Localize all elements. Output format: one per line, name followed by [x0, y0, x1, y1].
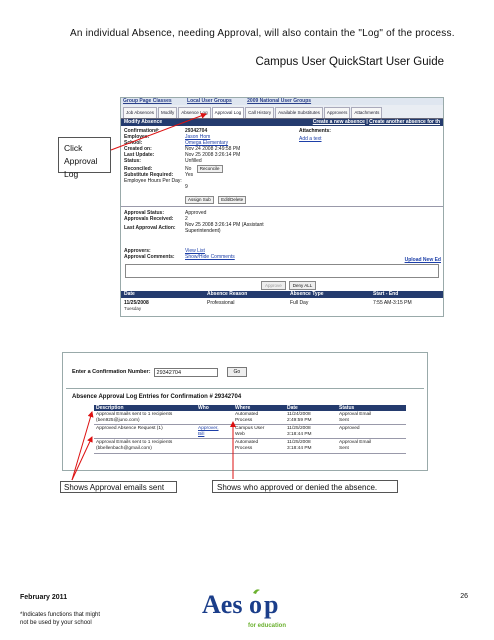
modify-absence-header: Modify Absence Create a new absence | Create another absence for th [121, 119, 443, 126]
updated-field: Last Update: Nov 25 2008 3:26:14 PM [124, 152, 241, 158]
svg-text:p: p [264, 590, 279, 619]
approval-comments-field: Approval Comments: Show/Hide Comments [124, 254, 235, 260]
employee-link[interactable]: Jason Hom [185, 134, 211, 140]
last-approval-label: Last Approval Action: [124, 225, 176, 231]
add-text-link[interactable]: Add a text [299, 136, 322, 142]
sub-required-field: Substitute Required: Yes [124, 172, 194, 178]
deny-all-button[interactable]: Deny ALL [289, 281, 317, 290]
reconciled-field: Reconciled: No Reconcile [124, 165, 226, 173]
arrow-to-approval-log-tab [111, 114, 206, 150]
aesop-logo-icon [200, 585, 290, 631]
aesop-logo [200, 585, 290, 631]
upload-new-link[interactable]: Upload New Ed [404, 257, 441, 263]
confirmation-field: Confirmation#: 29342704 [124, 128, 208, 134]
approver-callout: Shows who approved or denied the absence. [212, 480, 398, 493]
tab-approval-log[interactable]: Approval Log [212, 107, 245, 118]
log-row: Approval Emails sent to 1 recipients (ben925@juno.com) Automated Process 11/24/2008 2:49:59 PM Approval Email Sent [94, 411, 406, 425]
confirmation-input[interactable]: 29342704 [154, 368, 218, 377]
view-list-link[interactable]: View List [185, 248, 205, 254]
approval-status-field: Approval Status: Approved [124, 210, 207, 216]
footer-note: *Indicates functions that might not be used by your school [20, 612, 101, 626]
tab-job-absences[interactable]: Job Absences [123, 107, 157, 118]
create-another-absence-link[interactable]: Create another absence for th [369, 119, 440, 125]
status-field: Status: Unfilled [124, 158, 202, 164]
intro-text: An individual Absence, needing Approval, will also contain the "Log" of the process. [70, 28, 455, 39]
svg-text:for education: for education [248, 623, 287, 629]
employee-field: Employee: Jason Hom [124, 134, 211, 140]
tab-absence-log[interactable]: Absence Log [178, 107, 210, 118]
approvers-field: Approvers: View List [124, 248, 205, 254]
school-field: School: Omega Elementary [124, 140, 229, 146]
create-absence-link[interactable]: Create a new absence [312, 119, 365, 125]
attachments: Attachments: Add a text [299, 128, 331, 142]
confirmation-label: Enter a Confirmation Number: [72, 369, 151, 375]
created-field: Created on: Nov 24 2008 2:49:58 PM [124, 146, 241, 152]
go-button[interactable]: Go [227, 367, 248, 377]
log-header-row: Description Who Where Date Status [94, 405, 406, 411]
guide-title: Campus User QuickStart User Guide [255, 56, 444, 68]
tab-available-substitutes[interactable]: Available Substitutes [275, 107, 323, 118]
click-callout-line1: Click [64, 143, 83, 153]
log-title: Absence Approval Log Entries for Confirmation # 29342704 [72, 394, 242, 400]
assign-sub-button[interactable]: Assign Sub [185, 196, 214, 204]
tab-approvers[interactable]: Approvers [324, 107, 351, 118]
arrow-to-email-row-2 [72, 437, 92, 480]
svg-text:Aes: Aes [202, 590, 243, 619]
top-link[interactable]: Group Page Classes [123, 98, 172, 104]
detail-day: Tuesday [124, 306, 142, 311]
svg-text:o: o [249, 590, 262, 619]
top-link[interactable]: Local User Groups [187, 98, 232, 104]
click-callout-line2: Approval Log [64, 156, 98, 179]
approve-button[interactable]: Approve [261, 281, 286, 290]
approvals-received-field: Approvals Received: 2 [124, 216, 188, 222]
tab-call-history[interactable]: Call History [245, 107, 274, 118]
tab-attachments[interactable]: Attachments [351, 107, 382, 118]
arrow-to-email-row-1 [72, 412, 92, 480]
hours-label: Employee Hours Per Day: [124, 178, 182, 184]
footer-date: February 2011 [20, 594, 68, 601]
header-title: Modify Absence [124, 119, 163, 125]
edit-delete-button[interactable]: Edit/Delete [218, 196, 246, 204]
last-approval-value: Nov 25 2008 3:26:14 PM (Assistant Superintendent) [185, 222, 264, 235]
emails-callout: Shows Approval emails sent [60, 481, 177, 493]
show-hide-comments-link[interactable]: Show/Hide Comments [185, 254, 235, 260]
school-link[interactable]: Omega Elementary [185, 140, 229, 146]
reconcile-button[interactable]: Reconcile [197, 165, 223, 173]
log-row: Approved Absence Request (1) Approver, Bill Campus User Web 11/25/2008 3:18:44 PM Approved [94, 425, 406, 439]
log-row: Approval Emails sent to 1 recipients (bbellenbach@gmail.com) Automated Process 11/25/2008 3:18:44 PM Approval Email Sent [94, 439, 406, 453]
top-link[interactable]: 2009 National User Groups [247, 98, 312, 104]
detail-row: 11/25/2008 Professional Full Day 7:55 AM-3:15 PM [124, 300, 412, 306]
approver-link[interactable]: Approver, [198, 426, 219, 432]
hours-value: 9 [185, 184, 188, 190]
page-number: 26 [460, 593, 468, 600]
tab-modify[interactable]: Modify [158, 107, 177, 118]
detail-header-row: Date Absence Reason Absence Type Start - End [121, 291, 443, 298]
